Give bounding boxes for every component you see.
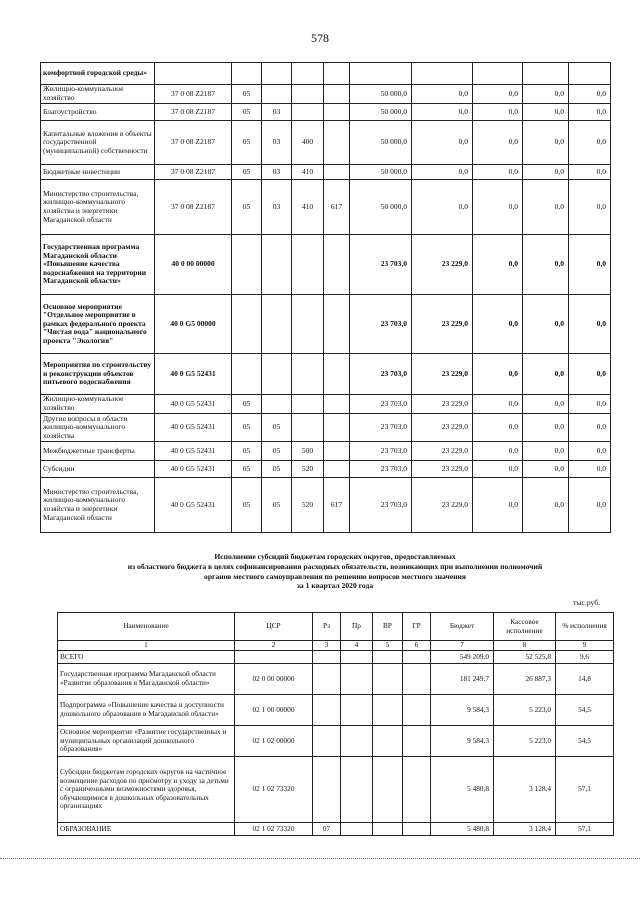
cell-c9: 0,0: [473, 478, 523, 533]
cell-rz: [313, 651, 341, 664]
cell-gr: [403, 757, 431, 823]
cell-budget: 23 703,0: [350, 461, 412, 478]
cell-c10: 0,0: [523, 121, 569, 165]
column-index: 4: [341, 641, 373, 651]
cell-c9: 0,0: [473, 295, 523, 354]
cell-name: Благоустройство: [41, 104, 155, 121]
cell-vr: 410: [292, 165, 324, 180]
cell-c11: 0,0: [569, 104, 611, 121]
table-row: [41, 295, 611, 354]
cell-name: Жилищно-коммунальное хозяйство: [41, 395, 155, 414]
cell-gr: [324, 461, 350, 478]
table-row: [41, 442, 611, 461]
cell-rz: [313, 695, 341, 726]
cell-gr: [324, 121, 350, 165]
cell-exec: 3 128,4: [494, 823, 556, 836]
column-index: 2: [235, 641, 313, 651]
cell-pr: 03: [262, 180, 292, 235]
column-index: 3: [313, 641, 341, 651]
cell-c9: 0,0: [473, 354, 523, 395]
cell-c9: 0,0: [473, 104, 523, 121]
column-header: Наименование: [58, 613, 235, 641]
cell-c11: 0,0: [569, 121, 611, 165]
cell-c11: 0,0: [569, 85, 611, 104]
cell-rz: [232, 63, 262, 85]
cell-vr: [373, 823, 403, 836]
cell-pr: [262, 354, 292, 395]
cell-exec: 5 223,0: [494, 726, 556, 757]
table-row: [41, 354, 611, 395]
cell-exec: 23 229,0: [412, 295, 473, 354]
cell-csr: 02 1 02 00000: [235, 726, 313, 757]
cell-name: Субсидии бюджетам городских округов на частичное возмещение расходов по присмотру и уходу за детьми с ограниченными возможностями здоровья, обучающимися в дошкольных образовательных организациях: [58, 757, 235, 823]
cell-budget: 9 584,3: [431, 695, 494, 726]
cell-c9: 0,0: [473, 395, 523, 414]
cell-name: Государственная программа Магаданской области «Повышение качества водоснабжения на территории Магаданской области»: [41, 235, 155, 295]
cell-vr: [373, 726, 403, 757]
cell-name: Основное мероприятие «Развитие государственных и муниципальных организаций дошкольного образования»: [58, 726, 235, 757]
table-row: [41, 63, 611, 85]
column-index: 7: [431, 641, 494, 651]
cell-exec: 0,0: [412, 180, 473, 235]
cell-vr: 520: [292, 461, 324, 478]
cell-exec: 0,0: [412, 85, 473, 104]
cell-c11: 0,0: [569, 414, 611, 442]
column-header: ЦСР: [235, 613, 313, 641]
cell-vr: [292, 295, 324, 354]
lower-table: [57, 612, 614, 836]
cell-rz: 05: [232, 85, 262, 104]
cell-budget: 50 000,0: [350, 165, 412, 180]
cell-gr: [403, 651, 431, 664]
cell-c11: 0,0: [569, 395, 611, 414]
cell-rz: 05: [232, 442, 262, 461]
report-title-line-3: органов местного самоуправления по решению вопросов местного значения: [204, 571, 466, 581]
cell-rz: [313, 664, 341, 695]
cell-budget: 23 703,0: [350, 354, 412, 395]
cell-gr: [324, 414, 350, 442]
cell-gr: [403, 823, 431, 836]
cell-c10: 0,0: [523, 165, 569, 180]
cell-code: 37 0 08 Z2187: [155, 180, 232, 235]
cell-code: 40 0 G5 52431: [155, 354, 232, 395]
cell-gr: [324, 395, 350, 414]
cell-budget: 23 703,0: [350, 395, 412, 414]
cell-pr: [341, 823, 373, 836]
cell-budget: 50 000,0: [350, 180, 412, 235]
cell-c10: 0,0: [523, 395, 569, 414]
cell-rz: [313, 726, 341, 757]
table-row: [41, 165, 611, 180]
cell-c11: 0,0: [569, 478, 611, 533]
table-row: [58, 823, 614, 836]
cell-budget: [350, 63, 412, 85]
cell-vr: [373, 651, 403, 664]
cell-pct: 57,1: [556, 823, 614, 836]
cell-gr: [324, 104, 350, 121]
table-row: [41, 85, 611, 104]
cell-vr: [292, 414, 324, 442]
column-index: 8: [494, 641, 556, 651]
cell-gr: 617: [324, 478, 350, 533]
cell-pr: [262, 295, 292, 354]
cell-rz: 05: [232, 121, 262, 165]
cell-pr: [262, 235, 292, 295]
cell-csr: 02 0 00 00000: [235, 664, 313, 695]
cell-budget: 23 703,0: [350, 235, 412, 295]
cell-pr: [341, 726, 373, 757]
cell-code: 40 0 G5 52431: [155, 395, 232, 414]
column-index: 9: [556, 641, 614, 651]
cell-code: 40 0 G5 52431: [155, 461, 232, 478]
column-header: ГР: [403, 613, 431, 641]
page-bottom-rule: [0, 858, 640, 859]
cell-vr: [373, 757, 403, 823]
table-row: [58, 664, 614, 695]
table-row: [41, 478, 611, 533]
cell-pr: 05: [262, 414, 292, 442]
column-index: 5: [373, 641, 403, 651]
column-header: Бюджет: [431, 613, 494, 641]
cell-budget: 50 000,0: [350, 104, 412, 121]
cell-rz: [313, 757, 341, 823]
table-row: [58, 651, 614, 664]
cell-code: [155, 63, 232, 85]
cell-exec: 23 229,0: [412, 478, 473, 533]
cell-csr: 02 1 02 73320: [235, 757, 313, 823]
cell-c10: 0,0: [523, 461, 569, 478]
column-header: Рз: [313, 613, 341, 641]
cell-name: Бюджетные инвестиции: [41, 165, 155, 180]
cell-exec: 52 525,8: [494, 651, 556, 664]
cell-code: 37 0 08 Z2187: [155, 85, 232, 104]
cell-c11: 0,0: [569, 235, 611, 295]
cell-code: 37 0 08 Z2187: [155, 121, 232, 165]
cell-name: Государственная программа Магаданской области «Развитие образования в Магаданской области»: [58, 664, 235, 695]
cell-budget: 5 480,8: [431, 823, 494, 836]
cell-c11: 0,0: [569, 354, 611, 395]
cell-vr: [373, 695, 403, 726]
cell-gr: [324, 85, 350, 104]
cell-exec: 23 229,0: [412, 354, 473, 395]
cell-name: Другие вопросы в области жилищно-коммунального хозяйства: [41, 414, 155, 442]
cell-pr: [262, 85, 292, 104]
cell-pr: [262, 395, 292, 414]
cell-vr: 500: [292, 442, 324, 461]
report-title-line-1: Исполнение субсидий бюджетам городских округов, предоставляемых: [214, 552, 456, 561]
cell-code: 40 0 G5 52431: [155, 442, 232, 461]
column-index: 1: [58, 641, 235, 651]
table-row: [58, 695, 614, 726]
cell-c11: 0,0: [569, 442, 611, 461]
cell-pr: 03: [262, 165, 292, 180]
cell-vr: 520: [292, 478, 324, 533]
report-title-line-2: из областного бюджета в целях софинансирования расходных обязательств, возникающих при выполнении полномочий: [127, 561, 543, 571]
cell-rz: 05: [232, 180, 262, 235]
cell-budget: 5 480,8: [431, 757, 494, 823]
cell-budget: 549 209,0: [431, 651, 494, 664]
cell-code: 40 0 G5 00000: [155, 295, 232, 354]
cell-rz: [232, 235, 262, 295]
column-header: Пр: [341, 613, 373, 641]
cell-csr: 02 1 02 73320: [235, 823, 313, 836]
report-title: [60, 552, 610, 591]
cell-pct: 9,6: [556, 651, 614, 664]
table-row: [41, 104, 611, 121]
upper-table: [40, 62, 611, 533]
cell-pct: 54,5: [556, 726, 614, 757]
table-row: [41, 461, 611, 478]
cell-vr: [292, 63, 324, 85]
cell-c10: 0,0: [523, 180, 569, 235]
cell-gr: [324, 235, 350, 295]
cell-exec: 0,0: [412, 121, 473, 165]
cell-csr: [235, 651, 313, 664]
cell-exec: 23 229,0: [412, 442, 473, 461]
cell-gr: [403, 664, 431, 695]
cell-vr: [373, 664, 403, 695]
cell-pr: [341, 695, 373, 726]
cell-c9: 0,0: [473, 180, 523, 235]
cell-c10: 0,0: [523, 354, 569, 395]
cell-pr: 03: [262, 104, 292, 121]
table-row: [41, 235, 611, 295]
table-row: [41, 180, 611, 235]
table-row: [41, 121, 611, 165]
cell-gr: 617: [324, 180, 350, 235]
cell-vr: [292, 104, 324, 121]
cell-c9: [473, 63, 523, 85]
column-header: Кассовое исполнение: [494, 613, 556, 641]
cell-pct: 14,8: [556, 664, 614, 695]
cell-rz: 05: [232, 478, 262, 533]
cell-name: Министерство строительства, жилищно-коммунального хозяйства и энергетики Магаданской области: [41, 478, 155, 533]
cell-gr: [403, 726, 431, 757]
cell-rz: 05: [232, 461, 262, 478]
table-row: [41, 414, 611, 442]
cell-c10: 0,0: [523, 295, 569, 354]
cell-exec: 23 229,0: [412, 235, 473, 295]
cell-code: 40 0 00 00000: [155, 235, 232, 295]
cell-exec: 0,0: [412, 165, 473, 180]
cell-exec: 5 223,0: [494, 695, 556, 726]
report-title-line-4: за 1 квартал 2020 года: [296, 581, 374, 591]
cell-c9: 0,0: [473, 461, 523, 478]
cell-exec: 26 887,3: [494, 664, 556, 695]
cell-pr: [341, 757, 373, 823]
cell-code: 37 0 08 Z2187: [155, 165, 232, 180]
column-header: ВР: [373, 613, 403, 641]
cell-c10: 0,0: [523, 85, 569, 104]
cell-name: Жилищно-коммунальное хозяйство: [41, 85, 155, 104]
cell-pct: 54,5: [556, 695, 614, 726]
table-row: [58, 726, 614, 757]
cell-name: Министерство строительства, жилищно-коммунального хозяйства и энергетики Магаданской области: [41, 180, 155, 235]
cell-c10: [523, 63, 569, 85]
cell-exec: [412, 63, 473, 85]
cell-c9: 0,0: [473, 85, 523, 104]
table-row: [41, 395, 611, 414]
cell-c10: 0,0: [523, 478, 569, 533]
cell-gr: [324, 295, 350, 354]
cell-csr: 02 1 00 00000: [235, 695, 313, 726]
cell-budget: 23 703,0: [350, 414, 412, 442]
cell-name: Основное мероприятие "Отдельное мероприятие в рамках федерального проекта "Чистая вода" национального проекта "Экология": [41, 295, 155, 354]
cell-c9: 0,0: [473, 165, 523, 180]
column-header: % исполнения: [556, 613, 614, 641]
cell-name: ВСЕГО: [58, 651, 235, 664]
cell-c11: [569, 63, 611, 85]
cell-code: 37 0 08 Z2187: [155, 104, 232, 121]
column-index: 6: [403, 641, 431, 651]
cell-rz: 05: [232, 395, 262, 414]
column-index-row: [58, 641, 614, 651]
cell-pct: 57,1: [556, 757, 614, 823]
cell-c10: 0,0: [523, 235, 569, 295]
cell-name: ОБРАЗОВАНИЕ: [58, 823, 235, 836]
cell-name: Субсидии: [41, 461, 155, 478]
cell-c10: 0,0: [523, 104, 569, 121]
cell-code: 40 0 G5 52431: [155, 414, 232, 442]
units-label: тыс.руб.: [573, 598, 600, 607]
cell-vr: [292, 85, 324, 104]
cell-c11: 0,0: [569, 295, 611, 354]
cell-c11: 0,0: [569, 180, 611, 235]
cell-gr: [324, 63, 350, 85]
cell-pr: 03: [262, 121, 292, 165]
cell-vr: [292, 395, 324, 414]
cell-budget: 23 703,0: [350, 442, 412, 461]
cell-pr: [262, 63, 292, 85]
cell-budget: 50 000,0: [350, 121, 412, 165]
cell-exec: 3 128,4: [494, 757, 556, 823]
cell-name: комфортной городской среды»: [41, 63, 155, 85]
cell-gr: [324, 354, 350, 395]
cell-name: Мероприятия по строительству и реконструкции объектов питьевого водоснабжения: [41, 354, 155, 395]
cell-rz: 07: [313, 823, 341, 836]
cell-budget: 9 584,3: [431, 726, 494, 757]
cell-vr: [292, 235, 324, 295]
cell-exec: 23 229,0: [412, 395, 473, 414]
cell-budget: 50 000,0: [350, 85, 412, 104]
cell-pr: [341, 664, 373, 695]
cell-exec: 0,0: [412, 104, 473, 121]
cell-budget: 23 703,0: [350, 478, 412, 533]
cell-pr: 05: [262, 478, 292, 533]
page-number: 578: [311, 31, 329, 45]
cell-exec: 23 229,0: [412, 414, 473, 442]
cell-rz: [232, 295, 262, 354]
cell-pr: 05: [262, 461, 292, 478]
cell-vr: [292, 354, 324, 395]
cell-pr: [341, 651, 373, 664]
cell-name: Межбюджетные трансферты: [41, 442, 155, 461]
cell-budget: 181 249,7: [431, 664, 494, 695]
cell-c11: 0,0: [569, 461, 611, 478]
cell-name: Капитальные вложения в объекты государственной (муниципальной) собственности: [41, 121, 155, 165]
cell-c9: 0,0: [473, 414, 523, 442]
cell-rz: 05: [232, 165, 262, 180]
cell-vr: 410: [292, 180, 324, 235]
cell-rz: 05: [232, 104, 262, 121]
cell-c10: 0,0: [523, 414, 569, 442]
cell-exec: 23 229,0: [412, 461, 473, 478]
cell-budget: 23 703,0: [350, 295, 412, 354]
cell-c11: 0,0: [569, 165, 611, 180]
cell-c10: 0,0: [523, 442, 569, 461]
cell-gr: [324, 165, 350, 180]
cell-gr: [403, 695, 431, 726]
cell-name: Подпрограмма «Повышение качества и доступности дошкольного образования в Магаданской области»: [58, 695, 235, 726]
cell-c9: 0,0: [473, 121, 523, 165]
cell-c9: 0,0: [473, 442, 523, 461]
cell-pr: 05: [262, 442, 292, 461]
cell-c9: 0,0: [473, 235, 523, 295]
cell-vr: 400: [292, 121, 324, 165]
cell-rz: 05: [232, 414, 262, 442]
cell-code: 40 0 G5 52431: [155, 478, 232, 533]
table-row: [58, 757, 614, 823]
header-row: [58, 613, 614, 641]
cell-rz: [232, 354, 262, 395]
cell-gr: [324, 442, 350, 461]
